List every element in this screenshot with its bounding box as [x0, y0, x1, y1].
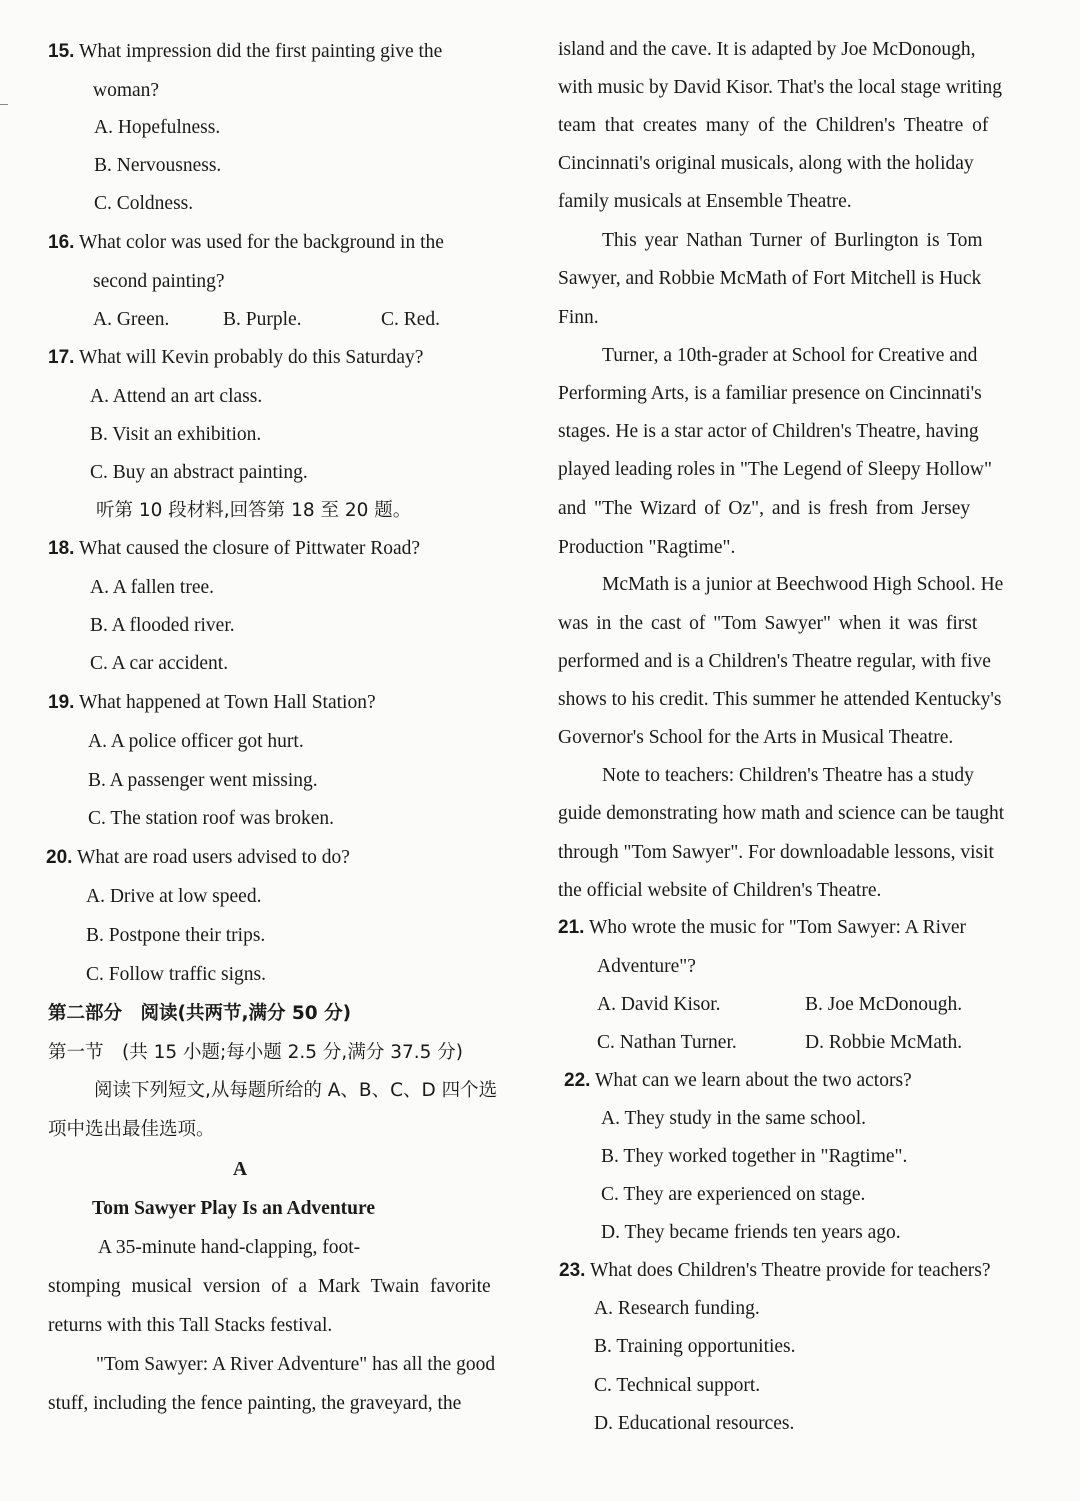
- question-15: 15. What impression did the first painting give the: [48, 41, 443, 62]
- option-c: C. Technical support.: [594, 1375, 761, 1396]
- option-c: C. Coldness.: [94, 193, 194, 214]
- passage-text: Production "Ragtime".: [558, 537, 736, 558]
- scan-edge-mark: [0, 104, 8, 105]
- question-number: 16: [48, 232, 70, 253]
- passage-text: was in the cast of "Tom Sawyer" when it was first: [558, 613, 978, 634]
- question-text: What does Children's Theatre provide for teachers?: [589, 1260, 991, 1281]
- option-a: A. Attend an art class.: [90, 386, 263, 407]
- passage-text: "Tom Sawyer: A River Adventure" has all the good: [96, 1354, 496, 1375]
- question-number: 20: [46, 847, 68, 868]
- option-a: A. David Kisor.: [597, 994, 721, 1015]
- question-text-cont: second painting?: [93, 271, 225, 292]
- option-c: C. Red.: [381, 309, 441, 330]
- option-b: B. Visit an exhibition.: [90, 424, 262, 445]
- question-number: 15: [48, 41, 70, 62]
- passage-text: island and the cave. It is adapted by Joe McDonough,: [558, 39, 976, 60]
- passage-letter: A: [232, 1159, 248, 1180]
- option-a: A. They study in the same school.: [601, 1108, 867, 1129]
- option-a: A. Research funding.: [594, 1298, 760, 1319]
- question-21: 21. Who wrote the music for "Tom Sawyer: A River: [558, 917, 966, 938]
- passage-text: stuff, including the fence painting, the graveyard, the: [48, 1393, 462, 1414]
- option-c: C. Nathan Turner.: [597, 1032, 737, 1053]
- passage-text: with music by David Kisor. That's the local stage writing: [558, 77, 1003, 98]
- question-22: 22. What can we learn about the two actors?: [564, 1070, 912, 1091]
- question-text: Who wrote the music for "Tom Sawyer: A River: [588, 917, 966, 938]
- option-c: C. Follow traffic signs.: [86, 964, 267, 985]
- passage-text: Turner, a 10th-grader at School for Creative and: [602, 345, 978, 366]
- passage-text: Cincinnati's original musicals, along with the holiday: [558, 153, 974, 174]
- option-a: A. Drive at low speed.: [86, 886, 262, 907]
- option-a: A. A police officer got hurt.: [88, 731, 304, 752]
- question-text: What will Kevin probably do this Saturday?: [78, 347, 424, 368]
- option-b: B. Joe McDonough.: [805, 994, 963, 1015]
- option-c: C. They are experienced on stage.: [601, 1184, 866, 1205]
- reading-directions: 阅读下列短文,从每题所给的 A、B、C、D 四个选: [94, 1080, 498, 1101]
- question-20: 20. What are road users advised to do?: [46, 847, 350, 868]
- option-c: C. Buy an abstract painting.: [90, 462, 308, 483]
- question-text: What can we learn about the two actors?: [594, 1070, 912, 1091]
- passage-text: Governor's School for the Arts in Musical Theatre.: [558, 727, 954, 748]
- listening-instruction: 听第 10 段材料,回答第 18 至 20 题。: [96, 500, 412, 521]
- passage-text: played leading roles in "The Legend of Sleepy Hollow": [558, 459, 992, 480]
- passage-text: shows to his credit. This summer he attended Kentucky's: [558, 689, 1002, 710]
- passage-title: Tom Sawyer Play Is an Adventure: [92, 1198, 375, 1219]
- question-text: What are road users advised to do?: [76, 847, 350, 868]
- passage-text: This year Nathan Turner of Burlington is Tom: [602, 230, 983, 251]
- question-number: 19: [48, 692, 70, 713]
- option-a: A. Green.: [93, 309, 170, 330]
- question-18: 18. What caused the closure of Pittwater Road?: [48, 538, 421, 559]
- question-number: 21: [558, 917, 580, 938]
- option-b: B. They worked together in "Ragtime".: [601, 1146, 908, 1167]
- question-text: What happened at Town Hall Station?: [78, 692, 376, 713]
- option-row: [597, 993, 962, 1017]
- passage-text: the official website of Children's Theatre.: [558, 880, 882, 901]
- passage-text: team that creates many of the Children's Theatre of: [558, 115, 989, 136]
- question-number: 22: [564, 1070, 586, 1091]
- passage-text: guide demonstrating how math and science can be taught: [558, 803, 1005, 824]
- question-16: 16. What color was used for the background in the: [48, 232, 444, 253]
- question-text: What color was used for the background in the: [78, 232, 444, 253]
- option-c: C. A car accident.: [90, 653, 229, 674]
- option-b: B. Purple.: [223, 309, 302, 330]
- option-row: [597, 1031, 962, 1055]
- question-17: 17. What will Kevin probably do this Saturday?: [48, 347, 424, 368]
- option-b: B. Training opportunities.: [594, 1336, 796, 1357]
- part-two-heading: 第二部分 阅读(共两节,满分 50 分): [48, 1003, 352, 1024]
- passage-text: Sawyer, and Robbie McMath of Fort Mitchell is Huck: [558, 268, 982, 289]
- question-19: 19. What happened at Town Hall Station?: [48, 692, 376, 713]
- option-d: D. Educational resources.: [594, 1413, 795, 1434]
- question-text-cont: Adventure"?: [597, 956, 696, 977]
- passage-text: through "Tom Sawyer". For downloadable lessons, visit: [558, 842, 994, 863]
- reading-directions-cont: 项中选出最佳选项。: [48, 1119, 215, 1140]
- passage-text: Note to teachers: Children's Theatre has a study: [602, 765, 974, 786]
- question-text: What impression did the first painting give the: [78, 41, 443, 62]
- option-a: A. Hopefulness.: [94, 117, 221, 138]
- passage-text: and "The Wizard of Oz", and is fresh from Jersey: [558, 498, 971, 519]
- question-number: 23: [559, 1260, 581, 1281]
- question-text: What caused the closure of Pittwater Road?: [78, 538, 421, 559]
- passage-text: family musicals at Ensemble Theatre.: [558, 191, 852, 212]
- question-23: 23. What does Children's Theatre provide for teachers?: [559, 1260, 991, 1281]
- option-b: B. A passenger went missing.: [88, 770, 318, 791]
- question-number: 18: [48, 538, 70, 559]
- option-b: B. Postpone their trips.: [86, 925, 266, 946]
- option-a: A. A fallen tree.: [90, 577, 214, 598]
- question-text-cont: woman?: [93, 80, 160, 101]
- passage-text: stages. He is a star actor of Children's Theatre, having: [558, 421, 979, 442]
- option-row: [93, 308, 440, 332]
- option-b: B. A flooded river.: [90, 615, 235, 636]
- passage-text: A 35-minute hand-clapping, foot-: [98, 1237, 361, 1258]
- option-d: D. They became friends ten years ago.: [601, 1222, 901, 1243]
- option-d: D. Robbie McMath.: [805, 1032, 963, 1053]
- passage-text: performed and is a Children's Theatre regular, with five: [558, 651, 991, 672]
- passage-text: stomping musical version of a Mark Twain favorite: [48, 1276, 491, 1297]
- passage-text: Performing Arts, is a familiar presence on Cincinnati's: [558, 383, 982, 404]
- passage-text: McMath is a junior at Beechwood High School. He: [602, 574, 1004, 595]
- option-c: C. The station roof was broken.: [88, 808, 335, 829]
- section-one-heading: 第一节 (共 15 小题;每小题 2.5 分,满分 37.5 分): [48, 1042, 463, 1063]
- passage-text: returns with this Tall Stacks festival.: [48, 1315, 333, 1336]
- passage-text: Finn.: [558, 307, 599, 328]
- question-number: 17: [48, 347, 70, 368]
- option-b: B. Nervousness.: [94, 155, 222, 176]
